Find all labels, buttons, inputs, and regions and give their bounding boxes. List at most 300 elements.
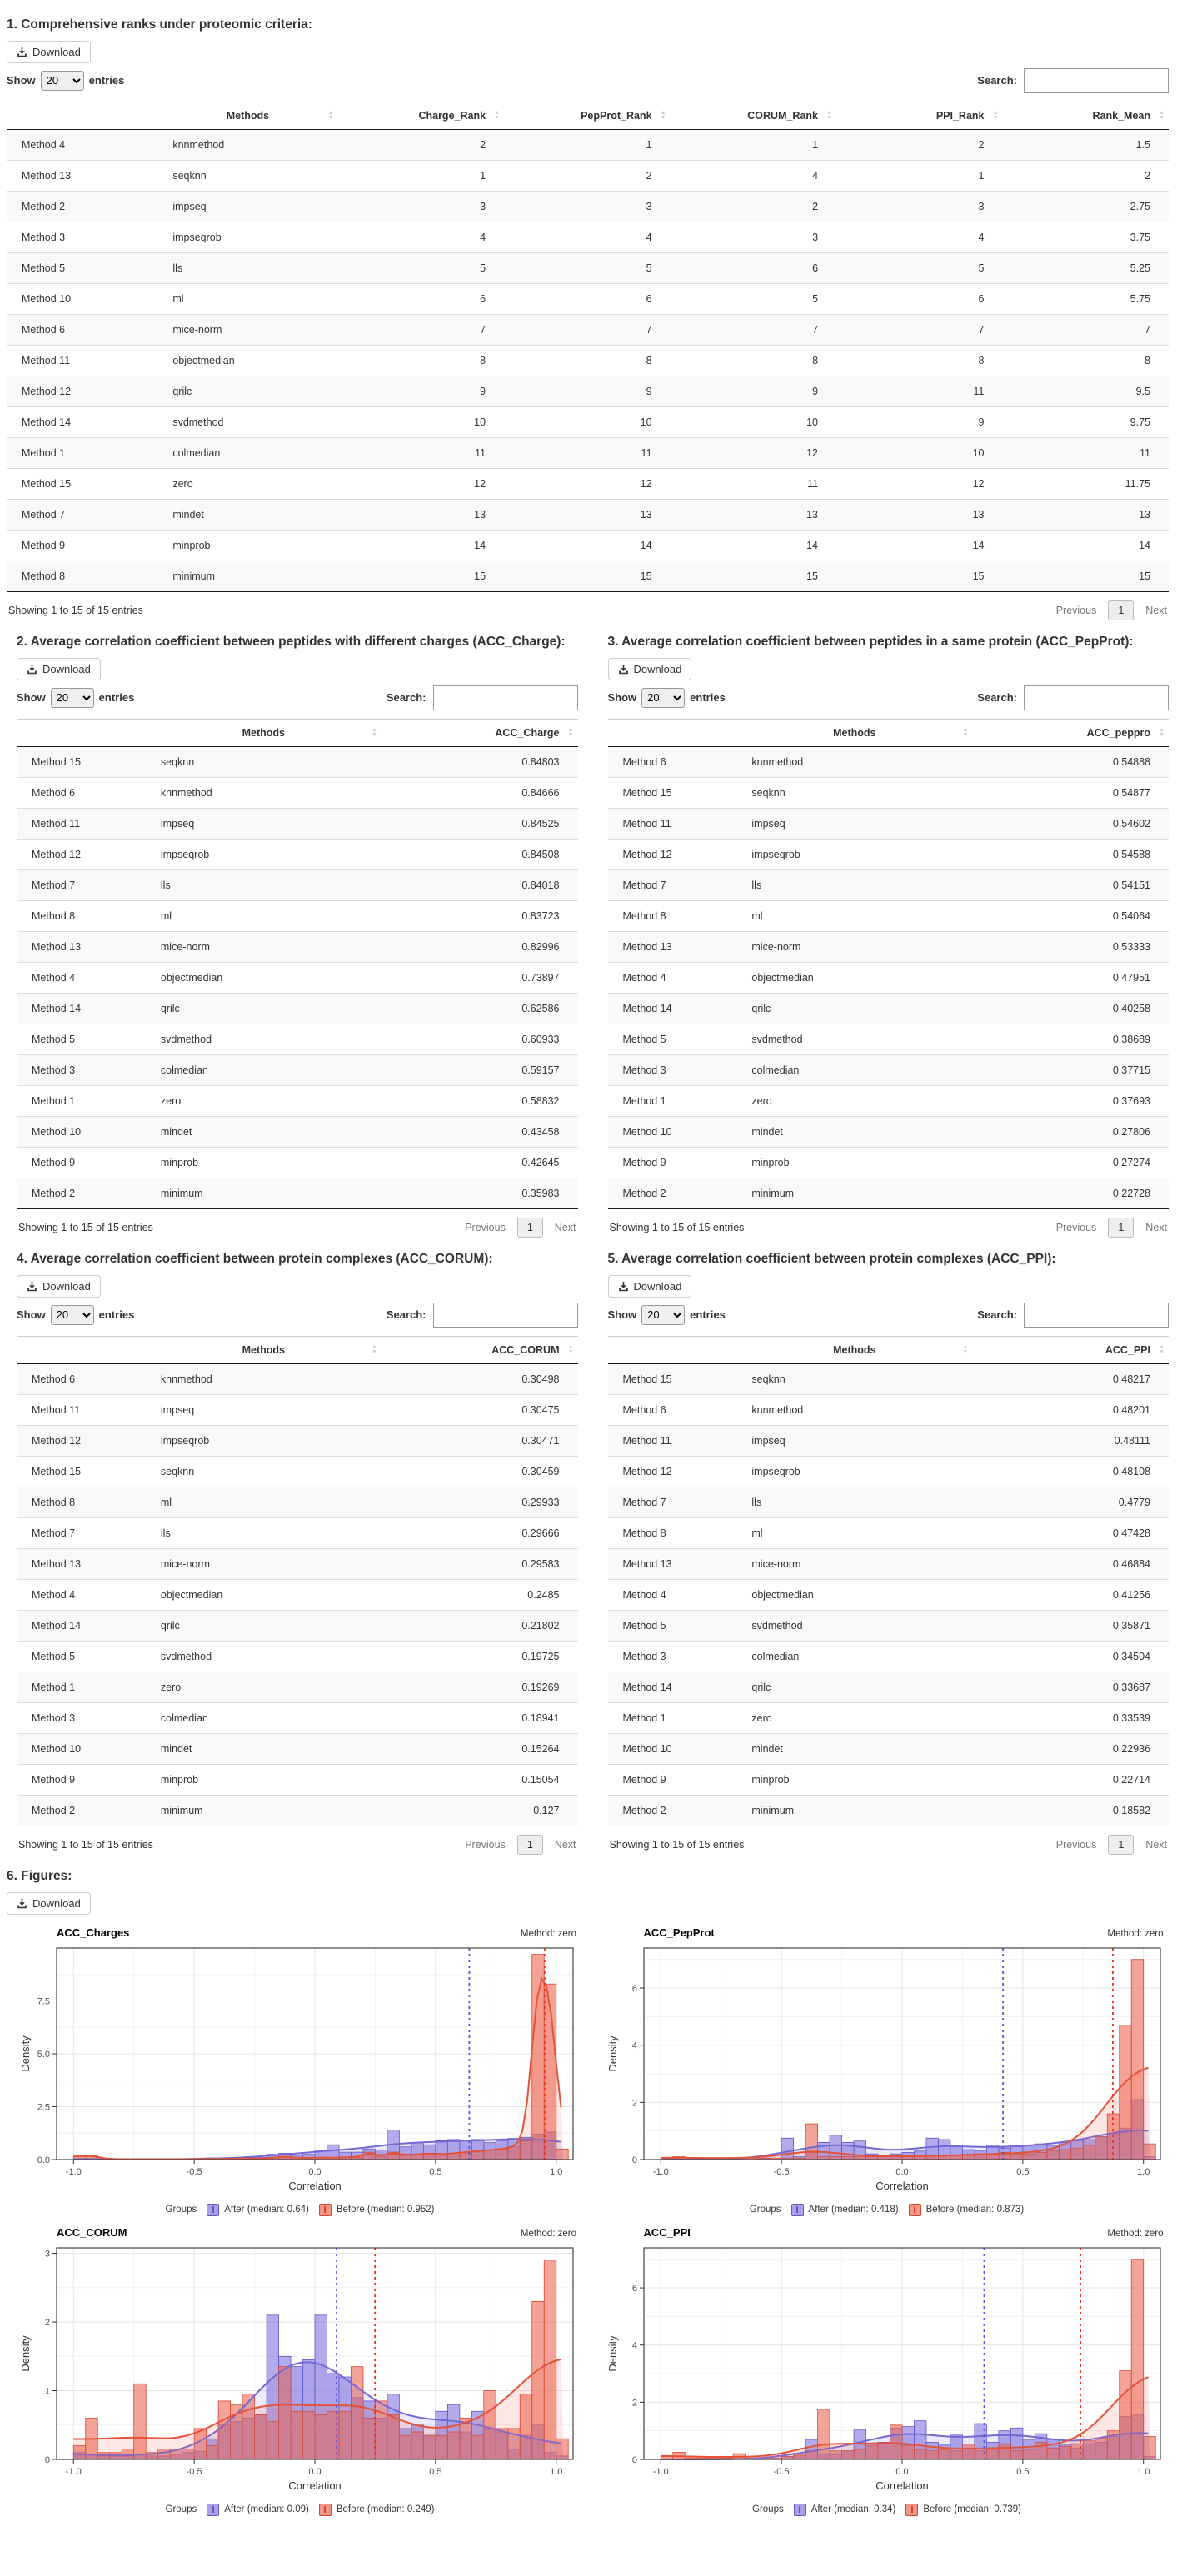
value-cell: 2: [1003, 160, 1170, 191]
method-name: mice-norm: [736, 931, 972, 962]
page-1-button[interactable]: 1: [1108, 1835, 1134, 1855]
svg-text:2: 2: [44, 2317, 50, 2328]
table-row: [608, 1456, 1170, 1487]
previous-button[interactable]: Previous: [1055, 1838, 1097, 1851]
row-label: Method 7: [17, 869, 146, 900]
page-size-control: [608, 1305, 726, 1325]
table-row: [17, 1610, 578, 1641]
method-name: qrilc: [736, 1672, 972, 1702]
value-cell: 9: [504, 376, 670, 406]
method-name: zero: [736, 1702, 972, 1733]
value-cell: 0.37715: [972, 1054, 1169, 1085]
svg-text:Density: Density: [19, 2035, 32, 2072]
next-button[interactable]: Next: [1145, 604, 1167, 616]
value-cell: 12: [338, 468, 504, 499]
svg-text:-0.5: -0.5: [773, 2466, 790, 2477]
row-label: Method 12: [17, 1425, 146, 1456]
row-label: Method 8: [608, 1517, 737, 1548]
row-label: Method 6: [608, 1394, 737, 1425]
next-button[interactable]: Next: [554, 1838, 576, 1851]
method-name: svdmethod: [146, 1641, 382, 1672]
row-label: Method 8: [17, 1487, 146, 1517]
value-cell: 0.15264: [382, 1733, 578, 1764]
column-header-CORUM_Rank[interactable]: CORUM_Rank ▲ ▼: [671, 102, 836, 129]
value-cell: 13: [671, 499, 836, 530]
method-name: impseq: [157, 191, 337, 222]
value-cell: 0.54588: [972, 839, 1169, 869]
row-label: Method 2: [608, 1795, 737, 1826]
svg-text:0: 0: [631, 2155, 637, 2165]
page-1-button[interactable]: 1: [1108, 600, 1134, 620]
acc-charge-table: [17, 719, 578, 1209]
table-row: [608, 931, 1170, 962]
showing-entries: Showing 1 to 15 of 15 entries: [18, 1221, 153, 1233]
value-cell: 2: [978, 138, 985, 151]
value-cell: 14: [671, 530, 836, 561]
row-label: Method 4: [608, 962, 737, 993]
row-label: Method 13: [608, 931, 737, 962]
value-cell: 3.75: [1003, 222, 1170, 252]
column-header-PPI_Rank[interactable]: PPI_Rank ▲ ▼: [836, 102, 1002, 129]
download-icon: [618, 664, 629, 675]
row-label: Method 5: [608, 1610, 737, 1641]
page-1-button[interactable]: 1: [517, 1835, 543, 1855]
column-header-rowname: [17, 1336, 146, 1363]
row-label: Method 14: [17, 993, 146, 1024]
page-1-button[interactable]: 1: [517, 1218, 543, 1238]
figure-title: ACC_Charges: [57, 1926, 130, 1939]
column-header-ACC_Charge[interactable]: ACC_Charge ▲ ▼: [382, 719, 578, 746]
value-cell: 0.46884: [972, 1548, 1169, 1579]
row-label: Method 7: [608, 1487, 737, 1517]
value-cell: 0.4779: [972, 1487, 1169, 1517]
row-label: Method 5: [608, 1024, 737, 1054]
svg-text:Correlation: Correlation: [288, 2179, 342, 2192]
sort-icon: ▲ ▼: [992, 109, 999, 121]
value-cell: 14: [1003, 530, 1170, 561]
search-input[interactable]: [1024, 1303, 1169, 1328]
value-cell: 5.75: [1003, 283, 1170, 314]
page-size-select[interactable]: [51, 1305, 94, 1325]
download-button[interactable]: [17, 658, 101, 680]
svg-text:0.5: 0.5: [1015, 2466, 1030, 2477]
row-label: Method 5: [7, 252, 157, 283]
table-row: [17, 1579, 578, 1610]
column-header-Methods[interactable]: Methods ▲ ▼: [146, 1336, 382, 1363]
row-label: Method 15: [7, 468, 157, 499]
method-name: ml: [157, 283, 337, 314]
value-cell: 0.41256: [972, 1579, 1169, 1610]
table-row: [608, 1672, 1170, 1702]
column-header-ACC_peppro[interactable]: ACC_peppro ▲ ▼: [972, 719, 1169, 746]
show-label: Show: [607, 1308, 637, 1322]
table-row: [17, 1764, 578, 1795]
download-button[interactable]: [608, 658, 692, 680]
method-name: mice-norm: [146, 931, 382, 962]
section-title-acc-charge: 2. Average correlation coefficient between peptides with different charges (ACC_Charge):: [17, 634, 566, 649]
row-label: Method 15: [622, 1373, 672, 1385]
legend-title: Groups: [749, 2205, 781, 2215]
value-cell: 1: [836, 160, 1002, 191]
legend-key-before: [319, 2504, 435, 2516]
pagination: [1056, 1218, 1167, 1238]
row-label: Method 4: [608, 1579, 737, 1610]
svg-text:2.5: 2.5: [37, 2102, 50, 2113]
value-cell: 5: [338, 252, 504, 283]
row-label: Method 3: [17, 1702, 146, 1733]
column-header-PepProt_Rank[interactable]: PepProt_Rank ▲ ▼: [504, 102, 670, 129]
section-title-acc-corum: 4. Average correlation coefficient between protein complexes (ACC_CORUM):: [17, 1251, 493, 1266]
search-input[interactable]: [433, 685, 578, 710]
value-cell: 0.27274: [972, 1147, 1169, 1178]
value-cell: 6: [836, 283, 1002, 314]
value-cell: 5: [504, 252, 670, 283]
previous-button[interactable]: Previous: [465, 1221, 506, 1233]
row-label: Method 13: [608, 1548, 737, 1579]
value-cell: 0.53333: [972, 931, 1169, 962]
value-cell: 1.5: [1135, 138, 1150, 151]
table-row: [17, 869, 578, 900]
row-label: Method 4: [22, 138, 66, 151]
page-size-control: [17, 688, 134, 708]
download-button[interactable]: [17, 1275, 101, 1298]
sort-icon: ▲ ▼: [371, 1343, 377, 1355]
section-acc-ppi: [598, 1241, 1170, 1858]
row-label: Method 14: [608, 993, 737, 1024]
acc-corum-plot: [18, 2241, 581, 2498]
download-button[interactable]: [608, 1275, 692, 1298]
sort-icon: ▲ ▼: [826, 109, 833, 121]
method-name: knnmethod: [751, 755, 804, 768]
row-label: Method 9: [17, 1764, 146, 1795]
figure-acc-pepprot: [594, 1925, 1170, 2216]
method-name: colmedian: [146, 1702, 382, 1733]
column-header-rowname: [17, 719, 146, 746]
svg-text:0.0: 0.0: [37, 2155, 50, 2165]
column-header-Methods[interactable]: Methods ▲ ▼: [157, 102, 337, 129]
method-name: zero: [146, 1085, 382, 1116]
search-label: Search:: [386, 691, 426, 705]
figure-title: ACC_PepProt: [643, 1926, 715, 1939]
method-name: knnmethod: [160, 1373, 212, 1385]
method-name: qrilc: [736, 993, 972, 1024]
legend-label-before: Before (median: 0.249): [336, 2504, 435, 2515]
column-header-Methods[interactable]: Methods ▲ ▼: [736, 1336, 972, 1363]
table-row: [608, 1795, 1170, 1826]
value-cell: 0.47428: [972, 1517, 1169, 1548]
entries-label: entries: [690, 1308, 726, 1322]
method-name: impseq: [736, 1425, 972, 1456]
row-label: Method 7: [17, 1517, 146, 1548]
value-cell: 0.84803: [521, 755, 560, 768]
row-label: Method 11: [608, 808, 737, 839]
value-cell: 0.2485: [382, 1579, 578, 1610]
row-label: Method 7: [7, 499, 157, 530]
page-size-select[interactable]: [41, 71, 84, 91]
row-label: Method 2: [17, 1795, 146, 1826]
figure-acc-ppi: [594, 2225, 1170, 2516]
table-row: [17, 1702, 578, 1733]
table-row: [17, 1487, 578, 1517]
method-name: colmedian: [736, 1054, 972, 1085]
value-cell: 0.84018: [382, 869, 578, 900]
svg-text:0.5: 0.5: [429, 2166, 442, 2177]
page-1-button[interactable]: 1: [1108, 1218, 1134, 1238]
table-row: [17, 1548, 578, 1579]
value-cell: 0.58832: [382, 1085, 578, 1116]
method-name: knnmethod: [146, 777, 382, 808]
method-name: minimum: [736, 1178, 972, 1208]
table-row: [608, 993, 1170, 1024]
sort-icon: ▲ ▼: [962, 1343, 969, 1355]
table-row: [608, 777, 1170, 808]
value-cell: 0.48111: [972, 1425, 1169, 1456]
method-name: ml: [146, 900, 382, 931]
method-name: knnmethod: [736, 1394, 972, 1425]
sort-icon: ▲ ▼: [1159, 1343, 1165, 1355]
value-cell: 0.84525: [382, 808, 578, 839]
legend-title: Groups: [165, 2504, 197, 2515]
svg-text:Density: Density: [19, 2335, 32, 2372]
search-input[interactable]: [1024, 68, 1169, 93]
value-cell: 5: [836, 252, 1002, 283]
value-cell: 2: [504, 160, 670, 191]
svg-text:0: 0: [44, 2454, 50, 2465]
value-cell: 0.35983: [382, 1178, 578, 1208]
method-name: ml: [146, 1487, 382, 1517]
search-label: Search:: [977, 1308, 1017, 1322]
value-cell: 9: [836, 406, 1002, 437]
after-swatch: [207, 2504, 219, 2516]
method-name: mice-norm: [736, 1548, 972, 1579]
value-cell: 0.29933: [382, 1487, 578, 1517]
sort-icon: ▲ ▼: [962, 726, 969, 738]
method-name: lls: [736, 869, 972, 900]
svg-text:0: 0: [631, 2454, 637, 2465]
svg-text:4: 4: [631, 2040, 637, 2051]
row-label: Method 8: [17, 900, 146, 931]
value-cell: 15: [1003, 561, 1170, 591]
row-label: Method 11: [17, 1394, 146, 1425]
legend-label-before: Before (median: 0.739): [923, 2504, 1021, 2515]
value-cell: 7: [1003, 314, 1170, 345]
value-cell: 7: [338, 314, 504, 345]
page-size-select[interactable]: [641, 1305, 685, 1325]
value-cell: 10: [338, 406, 504, 437]
row-label: Method 3: [17, 1054, 146, 1085]
value-cell: 8: [1003, 345, 1170, 376]
value-cell: 5: [671, 283, 836, 314]
search-control: [977, 685, 1169, 710]
ranks-table: [7, 102, 1169, 592]
section-ranks: [7, 17, 1169, 624]
sort-icon: ▲ ▼: [1159, 109, 1165, 121]
value-cell: 11: [338, 437, 504, 468]
entries-label: entries: [690, 691, 726, 705]
value-cell: 8: [836, 345, 1002, 376]
table-row: [7, 129, 1169, 160]
previous-button[interactable]: Previous: [1055, 1221, 1097, 1233]
table-row: [17, 1085, 578, 1116]
search-input[interactable]: [1024, 685, 1169, 710]
previous-button[interactable]: Previous: [1055, 604, 1097, 616]
table-row: [17, 1456, 578, 1487]
svg-text:0.5: 0.5: [429, 2466, 442, 2477]
svg-text:2: 2: [631, 2398, 637, 2409]
search-label: Search:: [977, 691, 1017, 705]
method-name: qrilc: [146, 993, 382, 1024]
value-cell: 0.54151: [972, 869, 1169, 900]
table-row: [7, 530, 1169, 561]
svg-text:6: 6: [631, 1983, 637, 1994]
value-cell: 0.54888: [1112, 755, 1150, 768]
row-label: Method 11: [608, 1425, 737, 1456]
download-label: Download: [42, 662, 91, 675]
row-label: Method 11: [17, 808, 146, 839]
pagination: [1056, 1835, 1167, 1855]
next-button[interactable]: Next: [1145, 1838, 1167, 1851]
svg-text:1.0: 1.0: [1136, 2166, 1150, 2177]
value-cell: 0.29666: [382, 1517, 578, 1548]
value-cell: 0.54064: [972, 900, 1169, 931]
figure-title: ACC_CORUM: [57, 2225, 127, 2239]
show-label: Show: [17, 691, 46, 705]
table-row: [17, 931, 578, 962]
figure-legend: [18, 2504, 581, 2516]
sort-icon: ▲ ▼: [327, 109, 334, 121]
value-cell: 11.75: [1003, 468, 1170, 499]
svg-text:-1.0: -1.0: [65, 2466, 82, 2477]
value-cell: 0.15054: [382, 1764, 578, 1795]
method-name: lls: [146, 869, 382, 900]
download-button[interactable]: [7, 1892, 91, 1915]
value-cell: 0.19269: [382, 1672, 578, 1702]
table-row: [7, 191, 1169, 222]
showing-entries: Showing 1 to 15 of 15 entries: [18, 1838, 153, 1851]
method-name: colmedian: [146, 1054, 382, 1085]
column-header-Charge_Rank[interactable]: Charge_Rank ▲ ▼: [338, 102, 504, 129]
search-input[interactable]: [433, 1303, 578, 1328]
table-row: [608, 1363, 1170, 1394]
value-cell: 4: [671, 160, 836, 191]
method-name: minimum: [157, 561, 337, 591]
table-row: [17, 1425, 578, 1456]
section-title-ranks: 1. Comprehensive ranks under proteomic criteria:: [7, 17, 312, 32]
row-label: Method 2: [17, 1178, 146, 1208]
column-header-Methods[interactable]: Methods ▲ ▼: [146, 719, 382, 746]
value-cell: 6: [671, 252, 836, 283]
value-cell: 12: [671, 437, 836, 468]
method-name: objectmedian: [146, 1579, 382, 1610]
table-row: [17, 1795, 578, 1826]
table-row: [608, 808, 1170, 839]
method-name: impseqrob: [736, 839, 972, 869]
figure-legend: [606, 2504, 1169, 2516]
svg-text:1.0: 1.0: [550, 2466, 563, 2477]
table-row: [608, 869, 1170, 900]
table-row: [17, 1517, 578, 1548]
value-cell: 0.35871: [972, 1610, 1169, 1641]
value-cell: 4: [836, 222, 1002, 252]
value-cell: 4: [504, 222, 670, 252]
showing-entries: Showing 1 to 15 of 15 entries: [609, 1838, 745, 1851]
value-cell: 6: [504, 283, 670, 314]
figure-method-label: Method: zero: [1107, 2228, 1164, 2239]
column-header-Rank_Mean[interactable]: Rank_Mean ▲ ▼: [1003, 102, 1170, 129]
row-label: Method 10: [7, 283, 157, 314]
value-cell: 1: [812, 138, 819, 151]
column-header-Methods[interactable]: Methods ▲ ▼: [736, 719, 972, 746]
value-cell: 0.54602: [972, 808, 1169, 839]
svg-text:-0.5: -0.5: [186, 2466, 202, 2477]
method-name: mindet: [157, 499, 337, 530]
search-label: Search:: [386, 1308, 426, 1322]
before-swatch: [319, 2504, 332, 2516]
value-cell: 0.47951: [972, 962, 1169, 993]
sort-icon: ▲ ▼: [1159, 726, 1165, 738]
method-name: mindet: [146, 1733, 382, 1764]
section-acc-charge: [7, 624, 578, 1241]
value-cell: 0.29583: [382, 1548, 578, 1579]
legend-label-after: After (median: 0.418): [808, 2205, 899, 2215]
method-name: minimum: [146, 1795, 382, 1826]
download-button[interactable]: [7, 41, 91, 63]
previous-button[interactable]: Previous: [465, 1838, 506, 1851]
value-cell: 0.22936: [972, 1733, 1169, 1764]
value-cell: 1: [646, 138, 652, 151]
value-cell: 0.33687: [972, 1672, 1169, 1702]
table-row: [608, 1054, 1170, 1085]
value-cell: 9: [338, 376, 504, 406]
value-cell: 12: [504, 468, 670, 499]
row-label: Method 1: [17, 1085, 146, 1116]
row-label: Method 14: [7, 406, 157, 437]
page-size-select[interactable]: [51, 688, 94, 708]
column-header-ACC_CORUM[interactable]: ACC_CORUM ▲ ▼: [382, 1336, 578, 1363]
value-cell: 0.30498: [521, 1373, 560, 1385]
row-label: Method 14: [608, 1672, 737, 1702]
method-name: impseq: [736, 808, 972, 839]
row-label: Method 9: [7, 530, 157, 561]
table-row: [17, 1394, 578, 1425]
before-swatch: [319, 2204, 332, 2216]
table-row: [7, 283, 1169, 314]
value-cell: 0.84508: [382, 839, 578, 869]
table-row: [17, 993, 578, 1024]
value-cell: 2: [480, 138, 486, 151]
value-cell: 0.54877: [972, 777, 1169, 808]
page-size-select[interactable]: [641, 688, 685, 708]
value-cell: 3: [338, 191, 504, 222]
sort-icon: ▲ ▼: [660, 109, 666, 121]
method-name: knnmethod: [172, 138, 225, 151]
row-label: Method 9: [608, 1147, 737, 1178]
acc-ppi-table: [608, 1336, 1170, 1826]
section-figures: [7, 1868, 1169, 2516]
svg-text:7.5: 7.5: [37, 1996, 50, 2007]
figure-legend: [606, 2204, 1169, 2216]
column-header-ACC_PPI[interactable]: ACC_PPI ▲ ▼: [972, 1336, 1169, 1363]
next-button[interactable]: Next: [1145, 1221, 1167, 1233]
showing-entries: Showing 1 to 15 of 15 entries: [609, 1221, 745, 1233]
next-button[interactable]: Next: [554, 1221, 576, 1233]
download-icon: [17, 1898, 27, 1909]
svg-text:Correlation: Correlation: [875, 2179, 929, 2192]
method-name: impseq: [146, 808, 382, 839]
method-name: minprob: [146, 1764, 382, 1795]
value-cell: 11: [836, 376, 1002, 406]
row-label: Method 2: [7, 191, 157, 222]
